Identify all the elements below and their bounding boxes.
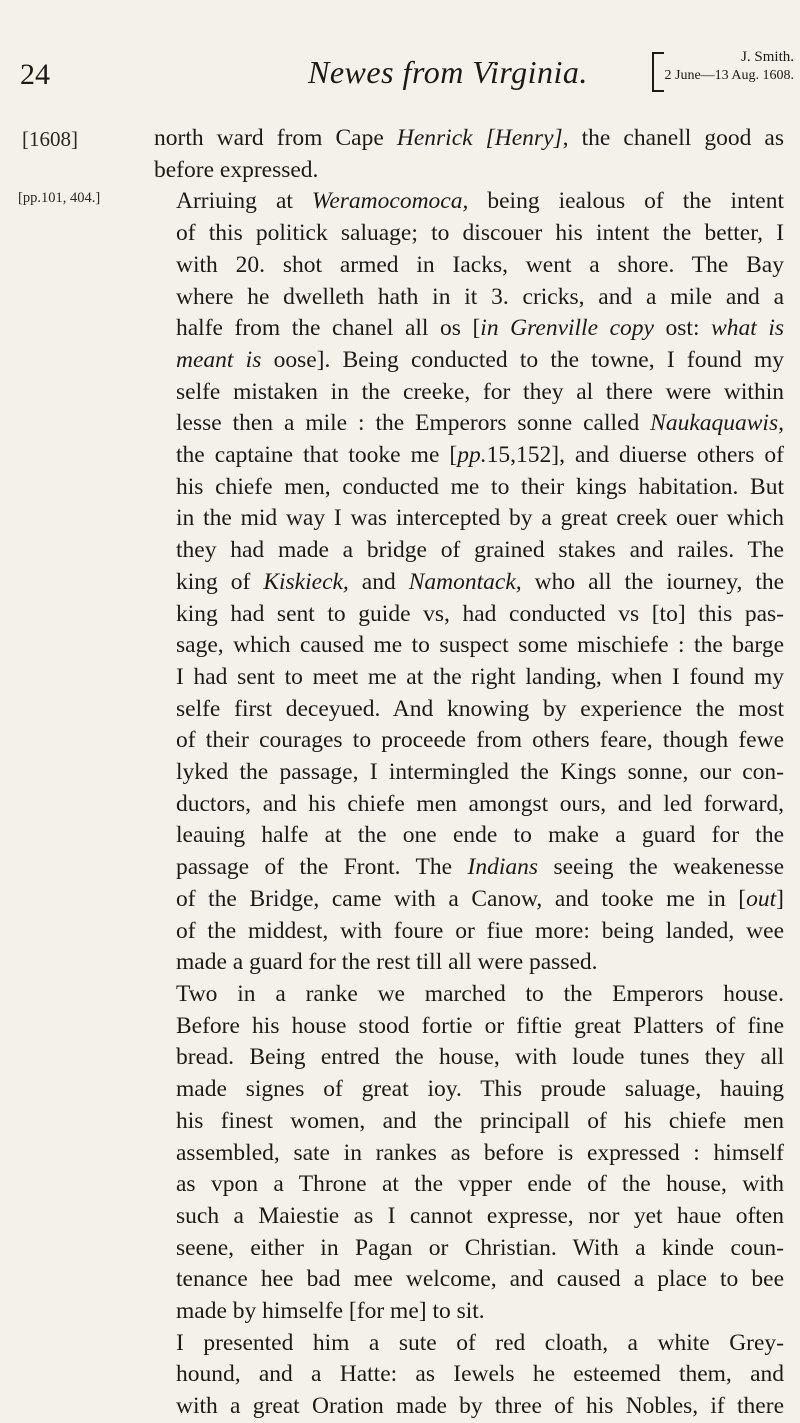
paragraph	[154, 123, 784, 186]
paragraph	[154, 186, 784, 979]
text-line: such a Maiestie as I cannot expresse, nor yet haue often	[176, 1202, 784, 1229]
text-line: Arriuing at Weramocomoca, being iealous of the intent	[176, 188, 784, 215]
text-line: king had sent to guide vs, had conducted vs [to] this pas-	[176, 600, 784, 627]
text-line: before expressed.	[154, 156, 319, 183]
page-header	[0, 40, 800, 100]
page-number: 24	[20, 58, 50, 91]
text-line: they had made a bridge of grained stakes and railes. The	[176, 537, 784, 564]
text-line: with a great Oration made by three of his Nobles, if there	[176, 1393, 784, 1420]
text-line: tenance hee bad mee welcome, and caused a place to bee	[176, 1266, 784, 1293]
text-line: king of Kiskieck, and Namontack, who all the iourney, the	[176, 568, 785, 595]
text-line: made signes of great ioy. This proude saluage, hauing	[176, 1076, 784, 1103]
text-line: halfe from the chanel all os [in Grenville copy ost: what is	[176, 315, 785, 342]
text-line: of the Bridge, came with a Canow, and tooke me in [out]	[176, 885, 784, 912]
text-line: the captaine that tooke me [pp.15,152], and diuerse others of	[176, 442, 784, 469]
text-line: of their courages to proceede from others feare, though fewe	[176, 727, 784, 754]
text-line: I had sent to meet me at the right landing, when I found my	[176, 663, 784, 690]
running-title: Newes from Virginia.	[308, 54, 588, 90]
margin-page-reference: [pp.101, 404.]	[18, 190, 101, 206]
text-line: in the mid way I was intercepted by a great creek ouer which	[176, 505, 784, 532]
text-line: passage of the Front. The Indians seeing the weakenesse	[176, 854, 785, 881]
text-line: selfe mistaken in the creeke, for they al there were within	[176, 378, 784, 405]
text-line: where he dwelleth hath in it 3. cricks, and a mile and a	[176, 283, 784, 310]
paragraph	[154, 1328, 784, 1423]
text-line: I presented him a sute of red cloath, a white Grey-	[176, 1329, 784, 1356]
text-line: of this politick saluage; to discouer his intent the better, I	[176, 220, 784, 247]
text-line: his chiefe men, conducted me to their kings habitation. But	[176, 473, 784, 500]
margin-year: [1608]	[22, 127, 78, 151]
text-line: of the middest, with foure or fiue more: being landed, wee	[176, 917, 784, 944]
text-line: lyked the passage, I intermingled the Kings sonne, our con-	[176, 759, 784, 786]
header-dates: 2 June—13 Aug. 1608.	[664, 67, 794, 83]
text-line: with 20. shot armed in Iacks, went a shore. The Bay	[176, 251, 784, 278]
text-line: Before his house stood fortie or fiftie great Platters of fine	[176, 1012, 784, 1039]
text-line: his finest women, and the principall of his chiefe men	[176, 1107, 784, 1134]
text-line: ductors, and his chiefe men amongst ours, and led forward,	[176, 790, 784, 817]
text-line: made by himselfe [for me] to sit.	[176, 1298, 485, 1325]
text-line: north ward from Cape Henrick [Henry], the chanell good as	[154, 125, 784, 151]
text-line: assembled, sate in rankes as before is expressed : himself	[176, 1139, 784, 1166]
text-line: meant is oose]. Being conducted to the towne, I found my	[176, 346, 785, 373]
text-line: bread. Being entred the house, with loude tunes they all	[176, 1044, 784, 1071]
text-line: selfe first deceyued. And knowing by experience the most	[176, 695, 784, 722]
text-line: hound, and a Hatte: as Iewels he esteemed them, and	[176, 1361, 784, 1388]
body-text	[154, 123, 784, 1423]
text-line: leauing halfe at the one ende to make a guard for the	[176, 822, 784, 849]
header-source-info	[664, 50, 794, 83]
text-line: sage, which caused me to suspect some mischiefe : the barge	[176, 632, 784, 659]
header-bracket	[652, 52, 664, 92]
text-line: lesse then a mile : the Emperors sonne called Naukaquawis,	[176, 410, 784, 437]
text-line: made a guard for the rest till all were passed.	[176, 949, 598, 976]
header-author: J. Smith.	[741, 49, 794, 65]
paragraph	[154, 979, 784, 1328]
text-line: seene, either in Pagan or Christian. With a kinde coun-	[176, 1234, 784, 1261]
text-line: Two in a ranke we marched to the Emperors house.	[176, 980, 784, 1007]
text-line: as vpon a Throne at the vpper ende of the house, with	[176, 1171, 784, 1198]
